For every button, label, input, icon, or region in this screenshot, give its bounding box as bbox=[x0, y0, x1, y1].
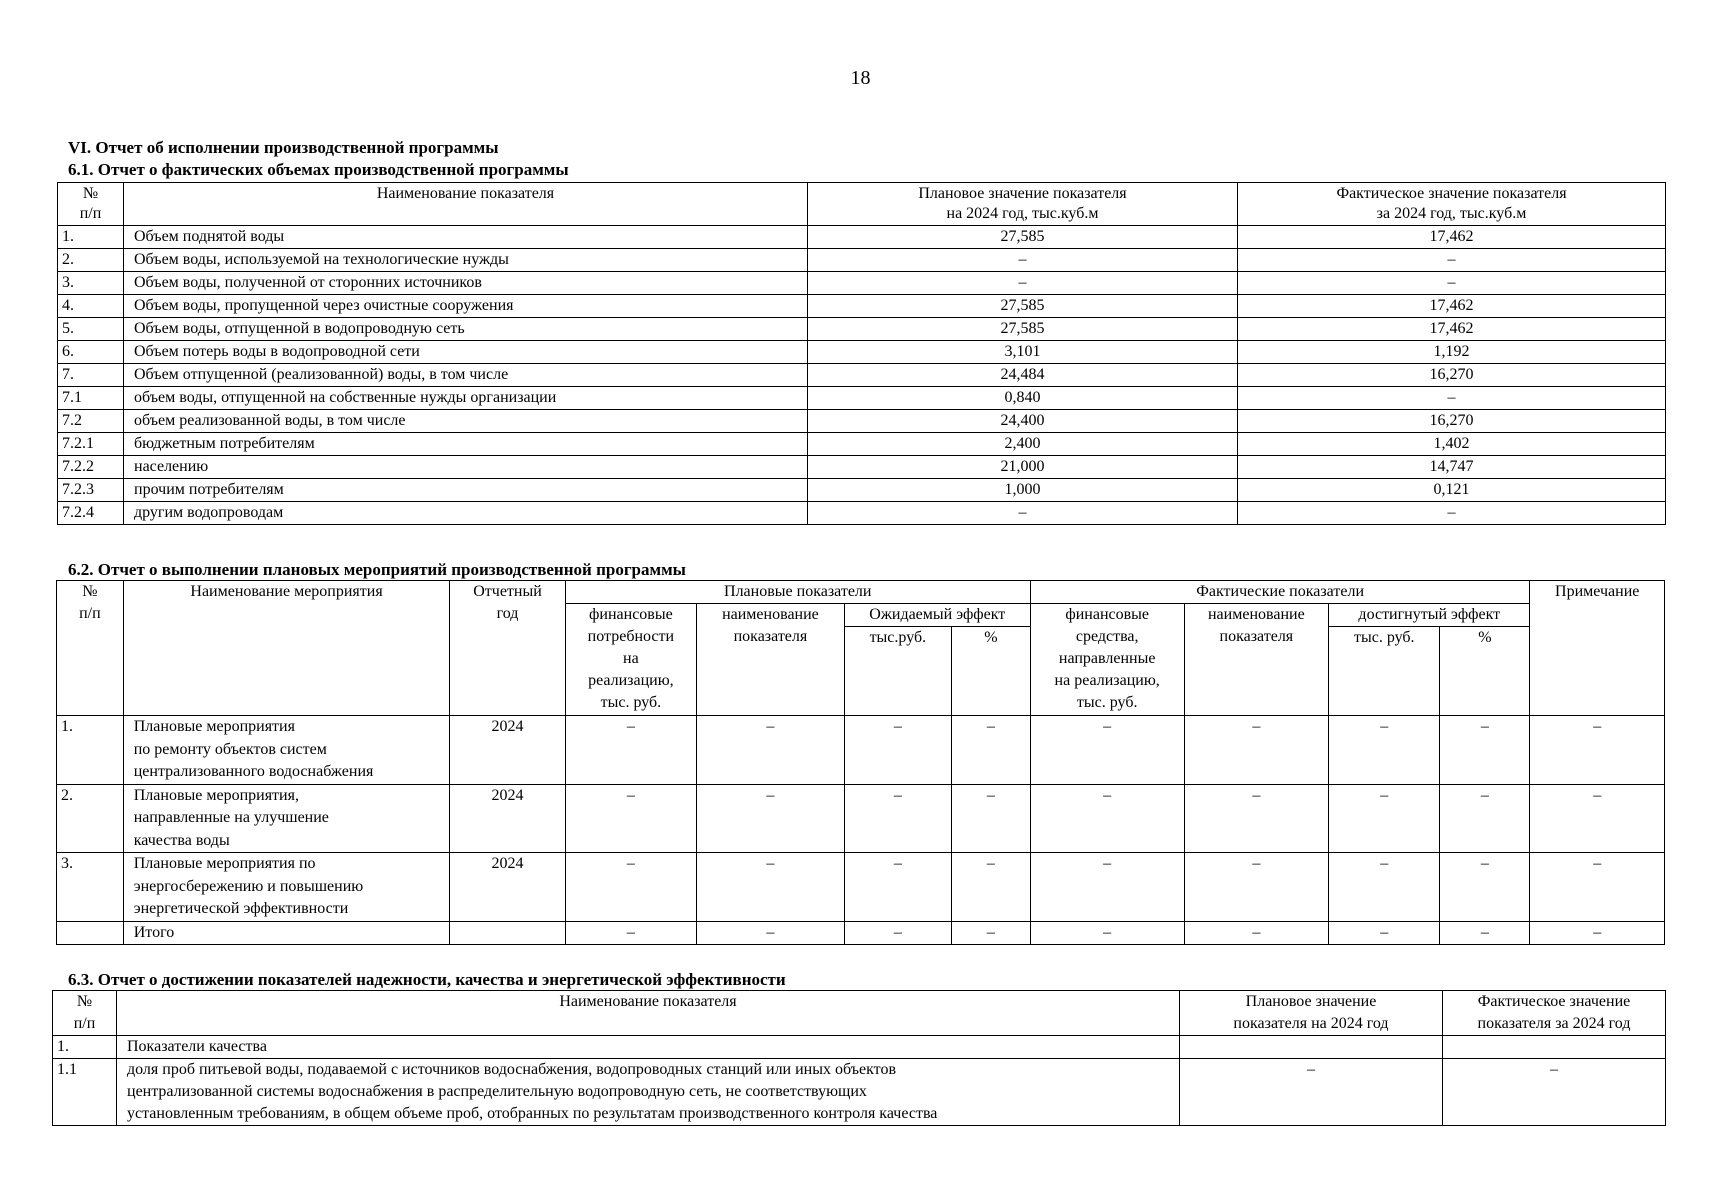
fact-value: 14,747 bbox=[1238, 456, 1666, 479]
indicator-name-line: установленным требованиям, в общем объеме проб, отобранных по результатам производственного контроля качества bbox=[127, 1105, 938, 1122]
planned-activities-table bbox=[56, 580, 1665, 945]
col-num-header bbox=[57, 581, 124, 716]
header-line: на реализацию, bbox=[1054, 672, 1160, 689]
activity-name-line: Плановые мероприятия по bbox=[133, 855, 316, 872]
table3-heading: 6.3. Отчет о достижении показателей надежности, качества и энергетической эффективности bbox=[68, 970, 786, 989]
indicator-name: объем воды, отпущенной на собственные нужды организации bbox=[124, 387, 808, 410]
header-line: финансовые bbox=[1065, 606, 1150, 623]
plan-value: 21,000 bbox=[808, 456, 1238, 479]
plan-value: 24,400 bbox=[808, 410, 1238, 433]
achieved-effect-pct-header: % bbox=[1440, 627, 1530, 716]
header-line: Отчетный bbox=[473, 583, 542, 600]
indicator-name: Объем отпущенной (реализованной) воды, в том числе bbox=[124, 364, 808, 387]
header-line: финансовые bbox=[589, 606, 673, 623]
row-number: 7.2.1 bbox=[58, 433, 124, 456]
indicator-name: другим водопроводам bbox=[124, 502, 808, 525]
planned-indicators-header: Плановые показатели bbox=[565, 581, 1030, 604]
header-line: наименование bbox=[1207, 606, 1305, 623]
indicator-value: – bbox=[1184, 853, 1329, 922]
table-row bbox=[58, 502, 1666, 525]
indicator-value: – bbox=[697, 853, 845, 922]
fact-value: 1,402 bbox=[1238, 433, 1666, 456]
indicator-name: бюджетным потребителям bbox=[124, 433, 808, 456]
indicator-name: прочим потребителям bbox=[124, 479, 808, 502]
activity-name bbox=[123, 784, 450, 853]
col-fact-header bbox=[1238, 183, 1666, 226]
header-line: № bbox=[76, 993, 93, 1010]
fact-value: – bbox=[1238, 502, 1666, 525]
indicator-name: Объем потерь воды в водопроводной сети bbox=[124, 341, 808, 364]
header-line: Плановое значение показателя bbox=[918, 185, 1127, 202]
actual-financial-funds-header bbox=[1030, 604, 1184, 716]
indicator-value: – bbox=[1329, 853, 1440, 922]
indicator-name bbox=[117, 1059, 1180, 1126]
header-line: на bbox=[623, 650, 639, 667]
row-number: 1.1 bbox=[53, 1059, 117, 1126]
header-line: реализацию, bbox=[588, 672, 674, 689]
fact-value: 17,462 bbox=[1238, 295, 1666, 318]
activity-name bbox=[123, 853, 450, 922]
table-row bbox=[57, 784, 1665, 853]
indicator-value: – bbox=[1030, 853, 1184, 922]
planned-financial-needs-header bbox=[565, 604, 696, 716]
total-value: – bbox=[951, 921, 1030, 945]
row-number: 7.1 bbox=[58, 387, 124, 410]
fact-value: – bbox=[1443, 1059, 1666, 1126]
indicator-value: – bbox=[1184, 716, 1329, 785]
header-line: № bbox=[82, 185, 99, 202]
row-number: 7.2.4 bbox=[58, 502, 124, 525]
indicator-value: – bbox=[1030, 716, 1184, 785]
header-line: показателя за 2024 год bbox=[1477, 1015, 1631, 1032]
table-header-row bbox=[58, 183, 1666, 226]
indicator-value: – bbox=[1530, 716, 1665, 785]
fact-value: 17,462 bbox=[1238, 318, 1666, 341]
activity-name bbox=[123, 716, 450, 785]
table-row bbox=[58, 341, 1666, 364]
indicator-value: – bbox=[1030, 784, 1184, 853]
expected-effect-rub-header: тыс.руб. bbox=[844, 627, 951, 716]
table-row bbox=[53, 1036, 1666, 1059]
plan-value: 27,585 bbox=[808, 295, 1238, 318]
fact-value: 0,121 bbox=[1238, 479, 1666, 502]
indicator-value: – bbox=[1329, 784, 1440, 853]
table-row bbox=[53, 1059, 1666, 1126]
row-number: 7.2.3 bbox=[58, 479, 124, 502]
table-row bbox=[58, 387, 1666, 410]
row-number: 5. bbox=[58, 318, 124, 341]
header-line: п/п bbox=[79, 605, 101, 622]
row-number: 1. bbox=[57, 716, 124, 785]
header-line: показателя на 2024 год bbox=[1233, 1015, 1389, 1032]
table-row bbox=[57, 853, 1665, 922]
header-line: за 2024 год, тыс.куб.м bbox=[1376, 205, 1527, 222]
fact-value: 1,192 bbox=[1238, 341, 1666, 364]
header-line: п/п bbox=[73, 1015, 96, 1032]
plan-value: 24,484 bbox=[808, 364, 1238, 387]
indicator-value: – bbox=[1440, 853, 1530, 922]
table-row bbox=[58, 364, 1666, 387]
indicator-name: населению bbox=[124, 456, 808, 479]
fact-value: – bbox=[1238, 387, 1666, 410]
table-row bbox=[58, 410, 1666, 433]
activity-name-line: направленные на улучшение bbox=[133, 809, 329, 826]
activity-name-line: энергосбережению и повышению bbox=[133, 877, 364, 895]
row-number bbox=[57, 921, 124, 945]
indicator-name: Объем воды, полученной от сторонних источников bbox=[124, 272, 808, 295]
indicator-value: – bbox=[565, 784, 696, 853]
total-value: – bbox=[1030, 921, 1184, 945]
table-row bbox=[57, 716, 1665, 785]
col-name-header: Наименование показателя bbox=[117, 991, 1180, 1036]
reliability-indicators-table bbox=[52, 990, 1666, 1126]
plan-value: 0,840 bbox=[808, 387, 1238, 410]
total-value: – bbox=[565, 921, 696, 945]
indicator-name-line: доля проб питьевой воды, подаваемой с источников водоснабжения, водопроводных станций или иных объектов bbox=[127, 1061, 896, 1078]
plan-value: 1,000 bbox=[808, 479, 1238, 502]
header-line: потребности bbox=[587, 628, 675, 645]
table-row bbox=[58, 433, 1666, 456]
col-num-header bbox=[53, 991, 117, 1036]
production-volumes-table bbox=[57, 182, 1666, 525]
row-number: 7.2.2 bbox=[58, 456, 124, 479]
col-year-header bbox=[450, 581, 565, 716]
table-row bbox=[58, 295, 1666, 318]
fact-value: 16,270 bbox=[1238, 364, 1666, 387]
table-header-row bbox=[57, 581, 1665, 604]
indicator-value: – bbox=[951, 784, 1030, 853]
header-line: Фактическое значение показателя bbox=[1336, 185, 1567, 202]
table-row bbox=[58, 318, 1666, 341]
header-line: показателя bbox=[733, 628, 808, 645]
row-number: 4. bbox=[58, 295, 124, 318]
indicator-value: – bbox=[565, 716, 696, 785]
table-row bbox=[58, 272, 1666, 295]
header-line: наименование bbox=[722, 606, 819, 623]
fact-value: – bbox=[1238, 272, 1666, 295]
fact-value: – bbox=[1238, 249, 1666, 272]
indicator-value: – bbox=[565, 853, 696, 922]
total-value: – bbox=[1329, 921, 1440, 945]
header-line: Плановое значение bbox=[1245, 993, 1377, 1010]
indicator-name-line: Показатели качества bbox=[127, 1038, 267, 1055]
header-line: на 2024 год, тыс.куб.м bbox=[946, 205, 1099, 222]
indicator-name: Объем воды, пропущенной через очистные сооружения bbox=[124, 295, 808, 318]
row-number: 7. bbox=[58, 364, 124, 387]
indicator-value: – bbox=[697, 716, 845, 785]
activity-name-line: энергетической эффективности bbox=[133, 900, 349, 917]
indicator-value: – bbox=[951, 853, 1030, 922]
indicator-value: – bbox=[1440, 716, 1530, 785]
header-line: тыс. руб. bbox=[600, 694, 662, 711]
report-year bbox=[450, 921, 565, 945]
indicator-name-line: централизованной системы водоснабжения в распределительную водопроводную сеть, не соответствующих bbox=[127, 1083, 867, 1100]
indicator-value: – bbox=[1530, 784, 1665, 853]
fact-value: 17,462 bbox=[1238, 226, 1666, 249]
indicator-name: Объем воды, отпущенной в водопроводную сеть bbox=[124, 318, 808, 341]
indicator-value: – bbox=[844, 716, 951, 785]
table-row bbox=[58, 479, 1666, 502]
plan-value: 2,400 bbox=[808, 433, 1238, 456]
expected-effect-pct-header: % bbox=[951, 627, 1030, 716]
row-number: 6. bbox=[58, 341, 124, 364]
plan-value: – bbox=[808, 502, 1238, 525]
col-fact-header bbox=[1443, 991, 1666, 1036]
indicator-value: – bbox=[844, 853, 951, 922]
indicator-name bbox=[117, 1036, 1180, 1059]
page-number: 18 bbox=[850, 67, 871, 89]
header-line: средства, bbox=[1075, 628, 1139, 645]
indicator-name: Объем воды, используемой на технологические нужды bbox=[124, 249, 808, 272]
header-line: показателя bbox=[1219, 628, 1294, 645]
total-value: – bbox=[1440, 921, 1530, 945]
row-number: 3. bbox=[58, 272, 124, 295]
col-name-header: Наименование мероприятия bbox=[123, 581, 450, 716]
actual-indicators-header: Фактические показатели bbox=[1030, 581, 1530, 604]
plan-value: – bbox=[808, 272, 1238, 295]
row-number: 2. bbox=[58, 249, 124, 272]
achieved-effect-rub-header: тыс. руб. bbox=[1329, 627, 1440, 716]
col-num-header bbox=[58, 183, 124, 226]
indicator-name: объем реализованной воды, в том числе bbox=[124, 410, 808, 433]
activity-name-line: по ремонту объектов систем bbox=[133, 740, 327, 758]
report-year: 2024 bbox=[450, 784, 565, 853]
report-year: 2024 bbox=[450, 716, 565, 785]
indicator-value: – bbox=[844, 784, 951, 853]
col-name-header: Наименование показателя bbox=[124, 183, 808, 226]
header-line: тыс. руб. bbox=[1076, 694, 1138, 711]
total-value: – bbox=[1184, 921, 1329, 945]
indicator-value: – bbox=[1184, 784, 1329, 853]
table2-heading: 6.2. Отчет о выполнении плановых мероприятий производственной программы bbox=[68, 560, 686, 579]
total-row bbox=[57, 921, 1665, 945]
activity-name-line: качества воды bbox=[133, 831, 230, 849]
col-plan-header bbox=[1180, 991, 1443, 1036]
plan-value: 27,585 bbox=[808, 226, 1238, 249]
activity-name-line: Плановые мероприятия bbox=[133, 718, 295, 735]
achieved-effect-header: достигнутый эффект bbox=[1329, 604, 1530, 627]
total-label: Итого bbox=[123, 921, 450, 945]
table-row bbox=[58, 226, 1666, 249]
indicator-value: – bbox=[1530, 853, 1665, 922]
indicator-value: – bbox=[1329, 716, 1440, 785]
row-number: 2. bbox=[57, 784, 124, 853]
row-number: 7.2 bbox=[58, 410, 124, 433]
activity-name-line: Плановые мероприятия, bbox=[133, 786, 299, 804]
row-number: 1. bbox=[53, 1036, 117, 1059]
indicator-name: Объем поднятой воды bbox=[124, 226, 808, 249]
plan-value: 27,585 bbox=[808, 318, 1238, 341]
activity-name-line: централизованного водоснабжения bbox=[133, 763, 374, 780]
plan-value: 3,101 bbox=[808, 341, 1238, 364]
header-line: Фактическое значение bbox=[1477, 993, 1631, 1010]
indicator-value: – bbox=[1440, 784, 1530, 853]
header-line: п/п bbox=[79, 205, 102, 222]
indicator-value: – bbox=[951, 716, 1030, 785]
plan-value bbox=[1180, 1036, 1443, 1059]
table-row bbox=[58, 456, 1666, 479]
total-value: – bbox=[1530, 921, 1665, 945]
total-value: – bbox=[697, 921, 845, 945]
actual-indicator-name-header bbox=[1184, 604, 1329, 716]
fact-value bbox=[1443, 1036, 1666, 1059]
section-title: VI. Отчет об исполнении производственной программы bbox=[68, 138, 499, 157]
plan-value: – bbox=[808, 249, 1238, 272]
table-row bbox=[58, 249, 1666, 272]
row-number: 3. bbox=[57, 853, 124, 922]
expected-effect-header: Ожидаемый эффект bbox=[844, 604, 1030, 627]
report-year: 2024 bbox=[450, 853, 565, 922]
indicator-value: – bbox=[697, 784, 845, 853]
table-header-row bbox=[53, 991, 1666, 1036]
header-line: направленные bbox=[1058, 650, 1156, 667]
table1-heading: 6.1. Отчет о фактических объемах производственной программы bbox=[68, 160, 569, 179]
col-note-header: Примечание bbox=[1530, 581, 1665, 716]
col-plan-header bbox=[808, 183, 1238, 226]
planned-indicator-name-header bbox=[697, 604, 845, 716]
header-line: год bbox=[496, 605, 519, 622]
total-value: – bbox=[844, 921, 951, 945]
plan-value: – bbox=[1180, 1059, 1443, 1126]
header-line: № bbox=[82, 583, 98, 600]
fact-value: 16,270 bbox=[1238, 410, 1666, 433]
row-number: 1. bbox=[58, 226, 124, 249]
